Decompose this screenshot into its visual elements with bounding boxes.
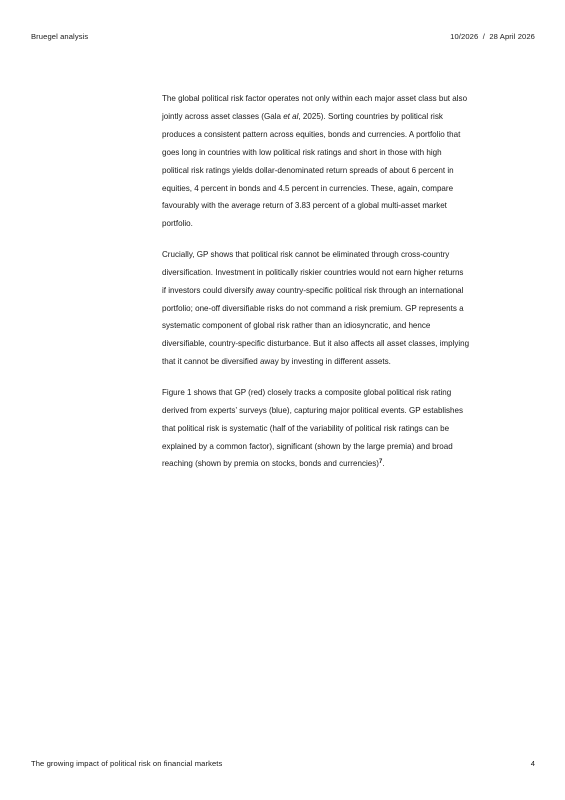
text-line: equities, 4 percent in bonds and 4.5 percent in currencies. These, again, compare (162, 183, 454, 193)
header-issue-date: 10/2026 / 28 April 2026 (450, 32, 535, 41)
text-line: that political risk is systematic (half of the variability of political risk ratings can be (162, 423, 450, 433)
text-line: political risk ratings yields dollar-denominated return spreads of about 6 percent in (162, 165, 454, 175)
paragraph-3 (162, 384, 540, 474)
text-span: reaching (shown by premia on stocks, bonds and currencies) (162, 459, 379, 469)
text-line (162, 108, 540, 126)
text-line: if investors could diversify away country-specific political risk through an international (162, 285, 464, 295)
citation-et-al: et al (283, 111, 299, 121)
header-publisher: Bruegel analysis (31, 32, 89, 41)
text-line: produces a consistent pattern across equities, bonds and currencies. A portfolio that (162, 129, 461, 139)
text-line: portfolio; one-off diversifiable risks do not command a risk premium. GP represents a (162, 303, 464, 313)
text-line: portfolio. (162, 219, 193, 229)
footer-title: The growing impact of political risk on financial markets (31, 759, 223, 768)
footnote-ref-7[interactable]: 7 (378, 459, 383, 466)
article-body (162, 90, 540, 486)
text-line: favourably with the average return of 3.83 percent of a global multi-asset market (162, 201, 447, 211)
paragraph-2 (162, 246, 540, 371)
text-line: explained by a common factor), significant (shown by the large premia) and broad (162, 441, 453, 451)
text-line: Figure 1 shows that GP (red) closely tracks a composite global political risk rating (162, 387, 452, 397)
text-line: Crucially, GP shows that political risk cannot be eliminated through cross-country (162, 249, 450, 259)
text-line: that it cannot be diversified away by investing in different assets. (162, 357, 391, 367)
text-line: goes long in countries with low political risk ratings and short in those with high (162, 147, 442, 157)
text-span: . (382, 459, 385, 469)
text-line: The global political risk factor operates not only within each major asset class but also (162, 94, 468, 103)
text-line: diversifiable, country-specific disturbance. But it also affects all asset classes, implying (162, 339, 470, 349)
text-span: jointly across asset classes (Gala (162, 111, 284, 121)
text-line: diversification. Investment in politically riskier countries would not earn higher returns (162, 267, 464, 277)
text-line (162, 455, 540, 473)
page-number: 4 (530, 759, 535, 768)
text-line: systematic component of global risk rather than an idiosyncratic, and hence (162, 321, 431, 331)
text-span: , 2025). Sorting countries by political risk (298, 111, 443, 121)
paragraph-1 (162, 90, 540, 233)
text-line: derived from experts’ surveys (blue), capturing major political events. GP establishes (162, 405, 463, 415)
